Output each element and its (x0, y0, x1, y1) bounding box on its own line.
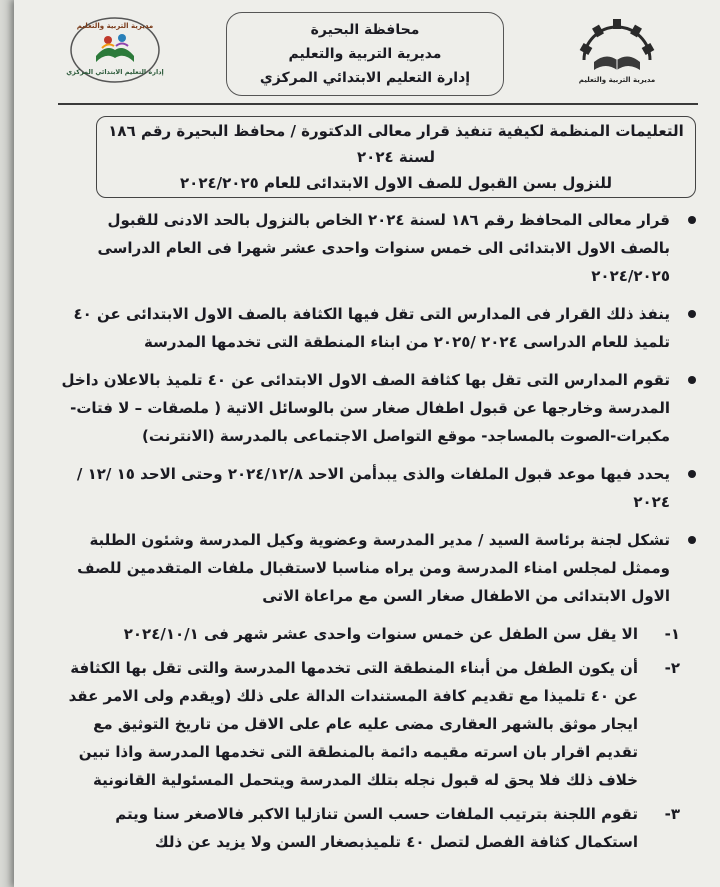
title-line-1: التعليمات المنظمة لكيفية تنفيذ قرار معالى الدكتورة / محافظ البحيرة رقم ١٨٦ لسنة ٢٠٢٤ (108, 122, 684, 166)
bullet-dot-icon (688, 310, 696, 318)
document-body (58, 206, 700, 862)
bullet-item (58, 366, 700, 450)
item-number: ١- (664, 625, 680, 643)
directorate-gear-logo-icon (572, 14, 662, 86)
bullet-text: قرار معالى المحافظ رقم ١٨٦ لسنة ٢٠٢٤ الخاص بالنزول بالحد الادنى للقبول بالصف الاول الابتدائى الى خمس سنوات واحدى عشر شهرا فى العام الدراسى ٢٠٢٤/٢٠٢٥ (97, 211, 670, 285)
bullet-text: تقوم المدارس التى تقل بها كثافة الصف الاول الابتدائى عن ٤٠ تلميذ بالاعلان داخل المدرسة وخارجها عن قبول اطفال صغار سن بالوسائل الاتية ( ملصقات – لا فتات- مكبرات-الصوت بالمساجد- موقع التواصل الاجتماعى بالمدرسة (الانترنت) (61, 371, 670, 445)
bullet-item (58, 300, 700, 356)
bullet-text: يحدد فيها موعد قبول الملفات والذى يبدأمن الاحد ٢٠٢٤/١٢/٨ وحتى الاحد ١٥ /١٢ /٢٠٢٤ (76, 465, 670, 511)
logo-right-caption: مديرية التربية والتعليم (578, 76, 656, 84)
item-text: تقوم اللجنة بترتيب الملفات حسب السن تنازليا الاكبر فالاصغر سنا ويتم استكمال كثافة الفصل لتصل ٤٠ تلميذبصغار السن ولا يزيد عن ذلك (115, 805, 638, 851)
bullet-dot-icon (688, 536, 696, 544)
bullet-dot-icon (688, 376, 696, 384)
numbered-item (58, 654, 700, 794)
item-number: ٢- (664, 659, 680, 677)
bullet-item (58, 206, 700, 290)
item-text: الا يقل سن الطفل عن خمس سنوات واحدى عشر شهر فى ٢٠٢٤/١٠/١ (123, 625, 638, 643)
logo-left-bottom-caption: إدارة التعليم الابتدائي المركزي (66, 68, 164, 76)
bullet-dot-icon (688, 216, 696, 224)
bullet-text: تشكل لجنة برئاسة السيد / مدير المدرسة وعضوية وكيل المدرسة وشئون الطلبة وممثل لمجلس امناء المدرسة ومن يراه مناسبا لاستقبال ملفات المتقدمين للصف الاول الابتدائى من الاطفال صغار السن مع مراعاة الاتى (77, 531, 670, 605)
item-number: ٣- (664, 805, 680, 823)
header-divider (58, 103, 698, 105)
bullet-dot-icon (688, 470, 696, 478)
education-department-logo-icon (66, 14, 164, 86)
numbered-item (58, 800, 700, 856)
item-text: أن يكون الطفل من أبناء المنطقة التى تخدمها المدرسة والتى تقل بها الكثافة عن ٤٠ تلميذا مع تقديم كافة المستندات الدالة على ذلك (ويقدم ولى الامر عقد ايجار موثق بالشهر العقارى مضى عليه عام على الاقل من تاريخ التوثيق مع تقديم اقرار بان اسرته مقيمه دائمة بالمنطقة التى تخدمها المدرسة واذا تبين خلاف ذلك فلا يحق له قبول نجله بتلك المدرسة ويتحمل المسئولية القانونية (68, 659, 638, 789)
header-box (226, 12, 504, 96)
bullet-item (58, 526, 700, 610)
page-edge (0, 0, 14, 887)
title-line-2: للنزول بسن القبول للصف الاول الابتدائى للعام ٢٠٢٤/٢٠٢٥ (180, 174, 612, 192)
numbered-item (58, 620, 700, 648)
document-title-box (96, 116, 696, 198)
bullet-item (58, 460, 700, 516)
logo-left-top-caption: مديرية التربية والتعليم (76, 22, 154, 30)
bullet-text: ينفذ ذلك القرار فى المدارس التى تقل فيها الكثافة بالصف الاول الابتدائى عن ٤٠ تلميذ للعام الدراسى ٢٠٢٤ /٢٠٢٥ من ابناء المنطقة التى تخدمها المدرسة (73, 305, 670, 351)
department-name: إدارة التعليم الابتدائي المركزي (259, 70, 471, 86)
directorate-name: مديرية التربية والتعليم (288, 46, 442, 62)
governorate-name: محافظة البحيرة (310, 22, 420, 38)
